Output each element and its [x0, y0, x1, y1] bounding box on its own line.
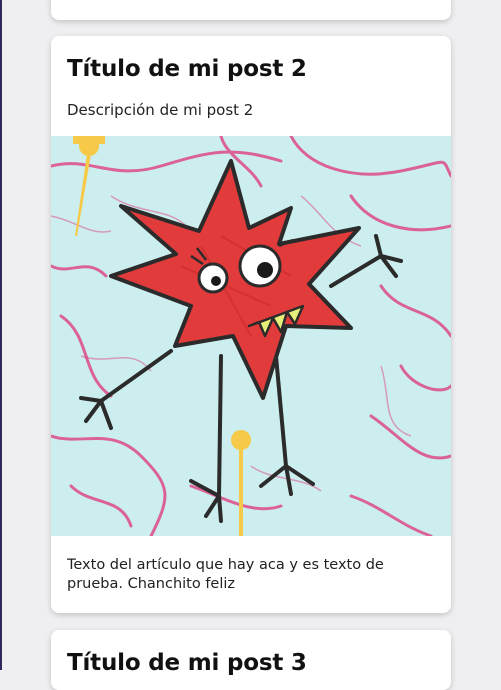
post-description: Descripción de mi post 2 — [67, 101, 254, 119]
post-card[interactable] — [51, 36, 451, 613]
post-image — [51, 136, 451, 536]
page-left-border — [0, 0, 2, 670]
post-title: Título de mi post 2 — [67, 56, 307, 82]
post-card-previous[interactable] — [51, 0, 451, 20]
post-title: Título de mi post 3 — [67, 650, 307, 676]
post-body: Texto del artículo que hay aca y es texto de prueba. Chanchito feliz — [67, 557, 384, 592]
post-card-next[interactable] — [51, 630, 451, 690]
